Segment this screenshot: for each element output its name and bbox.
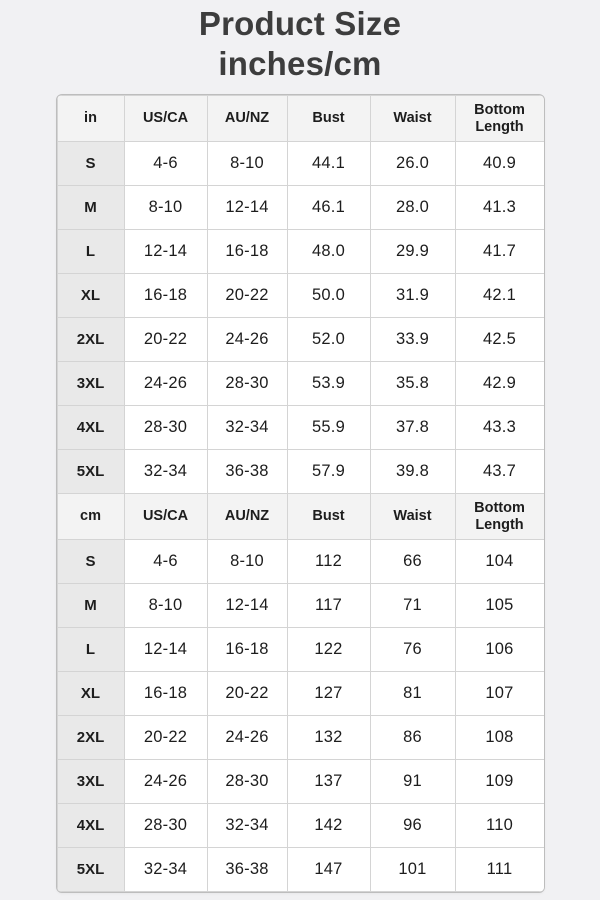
- table-row-in-3xl: [57, 362, 544, 406]
- value-cell: 36-38: [207, 450, 287, 494]
- size-label-cell: S: [57, 540, 124, 584]
- value-cell: 43.3: [455, 406, 544, 450]
- value-cell: 41.7: [455, 230, 544, 274]
- size-label-cell: S: [57, 142, 124, 186]
- size-label-cell: L: [57, 628, 124, 672]
- value-cell: 8-10: [207, 142, 287, 186]
- value-cell: 42.5: [455, 318, 544, 362]
- column-header-cell: Waist: [370, 96, 455, 142]
- value-cell: 46.1: [287, 186, 370, 230]
- size-label-cell: M: [57, 186, 124, 230]
- column-header-cell: Bottom Length: [455, 494, 544, 540]
- value-cell: 35.8: [370, 362, 455, 406]
- value-cell: 28-30: [207, 760, 287, 804]
- value-cell: 86: [370, 716, 455, 760]
- column-header-cell: US/CA: [124, 494, 207, 540]
- table-row-in-l: [57, 230, 544, 274]
- size-label-cell: 5XL: [57, 450, 124, 494]
- size-label-cell: XL: [57, 274, 124, 318]
- value-cell: 24-26: [207, 318, 287, 362]
- value-cell: 37.8: [370, 406, 455, 450]
- value-cell: 32-34: [207, 406, 287, 450]
- value-cell: 24-26: [124, 760, 207, 804]
- value-cell: 8-10: [207, 540, 287, 584]
- column-header-cell: Bust: [287, 96, 370, 142]
- size-label-cell: 3XL: [57, 362, 124, 406]
- unit-header-cell-in: in: [57, 96, 124, 142]
- value-cell: 26.0: [370, 142, 455, 186]
- table-row-cm-m: [57, 584, 544, 628]
- table-row-cm-s: [57, 540, 544, 584]
- value-cell: 16-18: [124, 274, 207, 318]
- table-row-cm-l: [57, 628, 544, 672]
- value-cell: 12-14: [124, 230, 207, 274]
- value-cell: 71: [370, 584, 455, 628]
- column-header-cell: Bottom Length: [455, 96, 544, 142]
- value-cell: 40.9: [455, 142, 544, 186]
- column-header-cell: Waist: [370, 494, 455, 540]
- value-cell: 20-22: [207, 274, 287, 318]
- value-cell: 106: [455, 628, 544, 672]
- value-cell: 28-30: [124, 804, 207, 848]
- value-cell: 39.8: [370, 450, 455, 494]
- table-row-in-m: [57, 186, 544, 230]
- value-cell: 31.9: [370, 274, 455, 318]
- value-cell: 104: [455, 540, 544, 584]
- table-row-in-4xl: [57, 406, 544, 450]
- value-cell: 41.3: [455, 186, 544, 230]
- value-cell: 8-10: [124, 186, 207, 230]
- value-cell: 29.9: [370, 230, 455, 274]
- value-cell: 109: [455, 760, 544, 804]
- page-title: [0, 4, 600, 84]
- table-row-cm-xl: [57, 672, 544, 716]
- size-label-cell: M: [57, 584, 124, 628]
- size-label-cell: XL: [57, 672, 124, 716]
- value-cell: 108: [455, 716, 544, 760]
- size-label-cell: L: [57, 230, 124, 274]
- value-cell: 42.9: [455, 362, 544, 406]
- table-row-cm-3xl: [57, 760, 544, 804]
- value-cell: 50.0: [287, 274, 370, 318]
- column-header-cell: Bust: [287, 494, 370, 540]
- column-header-cell: AU/NZ: [207, 494, 287, 540]
- value-cell: 117: [287, 584, 370, 628]
- value-cell: 52.0: [287, 318, 370, 362]
- value-cell: 127: [287, 672, 370, 716]
- value-cell: 66: [370, 540, 455, 584]
- table-row-cm-5xl: [57, 848, 544, 892]
- size-table: [57, 95, 545, 892]
- value-cell: 55.9: [287, 406, 370, 450]
- table-row-in-5xl: [57, 450, 544, 494]
- value-cell: 132: [287, 716, 370, 760]
- column-header-cell: AU/NZ: [207, 96, 287, 142]
- table-row-in-s: [57, 142, 544, 186]
- value-cell: 28-30: [124, 406, 207, 450]
- value-cell: 4-6: [124, 540, 207, 584]
- value-cell: 12-14: [207, 584, 287, 628]
- value-cell: 8-10: [124, 584, 207, 628]
- value-cell: 53.9: [287, 362, 370, 406]
- value-cell: 28.0: [370, 186, 455, 230]
- value-cell: 96: [370, 804, 455, 848]
- size-label-cell: 2XL: [57, 716, 124, 760]
- value-cell: 33.9: [370, 318, 455, 362]
- value-cell: 36-38: [207, 848, 287, 892]
- value-cell: 111: [455, 848, 544, 892]
- value-cell: 48.0: [287, 230, 370, 274]
- value-cell: 122: [287, 628, 370, 672]
- page-title-line-2: inches/cm: [218, 45, 382, 82]
- value-cell: 16-18: [207, 628, 287, 672]
- value-cell: 32-34: [124, 848, 207, 892]
- value-cell: 76: [370, 628, 455, 672]
- value-cell: 105: [455, 584, 544, 628]
- value-cell: 16-18: [207, 230, 287, 274]
- value-cell: 91: [370, 760, 455, 804]
- size-label-cell: 4XL: [57, 804, 124, 848]
- size-label-cell: 3XL: [57, 760, 124, 804]
- value-cell: 110: [455, 804, 544, 848]
- value-cell: 107: [455, 672, 544, 716]
- value-cell: 4-6: [124, 142, 207, 186]
- table-row-in-2xl: [57, 318, 544, 362]
- value-cell: 20-22: [124, 318, 207, 362]
- value-cell: 16-18: [124, 672, 207, 716]
- value-cell: 57.9: [287, 450, 370, 494]
- value-cell: 12-14: [124, 628, 207, 672]
- value-cell: 32-34: [207, 804, 287, 848]
- column-header-cell: US/CA: [124, 96, 207, 142]
- value-cell: 24-26: [207, 716, 287, 760]
- value-cell: 81: [370, 672, 455, 716]
- size-label-cell: 5XL: [57, 848, 124, 892]
- value-cell: 101: [370, 848, 455, 892]
- table-row-cm-2xl: [57, 716, 544, 760]
- value-cell: 12-14: [207, 186, 287, 230]
- value-cell: 20-22: [124, 716, 207, 760]
- header-row-in: [57, 96, 544, 142]
- value-cell: 43.7: [455, 450, 544, 494]
- size-table-frame: [56, 94, 545, 893]
- size-label-cell: 2XL: [57, 318, 124, 362]
- table-row-in-xl: [57, 274, 544, 318]
- value-cell: 112: [287, 540, 370, 584]
- value-cell: 42.1: [455, 274, 544, 318]
- value-cell: 24-26: [124, 362, 207, 406]
- table-row-cm-4xl: [57, 804, 544, 848]
- value-cell: 147: [287, 848, 370, 892]
- value-cell: 32-34: [124, 450, 207, 494]
- header-row-cm: [57, 494, 544, 540]
- size-label-cell: 4XL: [57, 406, 124, 450]
- value-cell: 44.1: [287, 142, 370, 186]
- value-cell: 142: [287, 804, 370, 848]
- unit-header-cell-cm: cm: [57, 494, 124, 540]
- value-cell: 137: [287, 760, 370, 804]
- page-title-line-1: Product Size: [198, 5, 402, 42]
- value-cell: 20-22: [207, 672, 287, 716]
- value-cell: 28-30: [207, 362, 287, 406]
